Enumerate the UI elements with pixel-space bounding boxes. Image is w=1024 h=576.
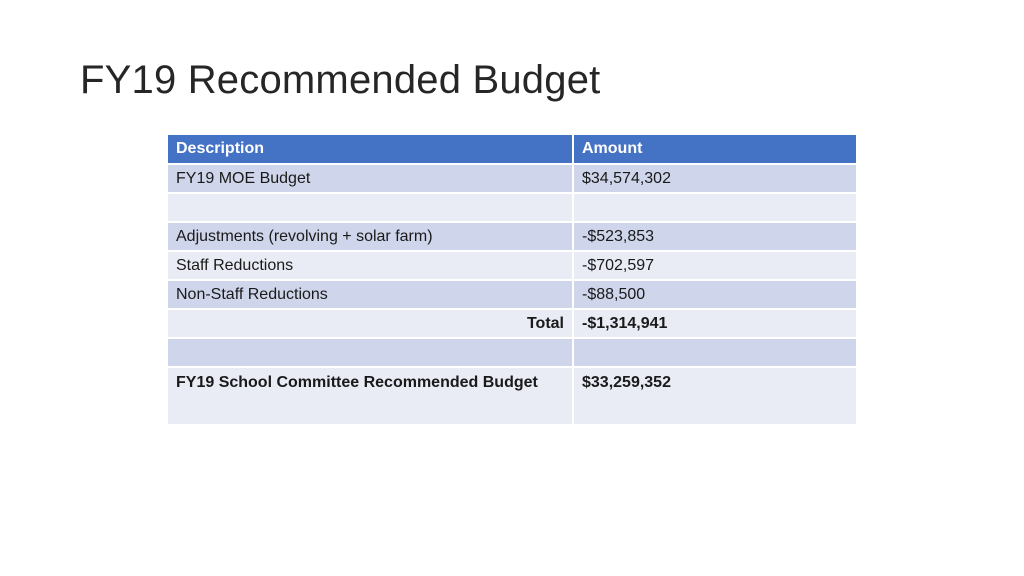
row-description	[167, 338, 573, 367]
header-amount: Amount	[573, 134, 857, 164]
budget-table	[166, 133, 858, 426]
total-row	[167, 309, 857, 338]
table-row	[167, 338, 857, 367]
row-amount	[573, 193, 857, 222]
table-row	[167, 164, 857, 193]
row-amount: -$88,500	[573, 280, 857, 309]
recommended-budget-amount: $33,259,352	[573, 367, 857, 425]
row-description: Adjustments (revolving + solar farm)	[167, 222, 573, 251]
table-row	[167, 251, 857, 280]
recommended-budget-row	[167, 367, 857, 425]
table-row	[167, 193, 857, 222]
total-amount: -$1,314,941	[573, 309, 857, 338]
row-description: Staff Reductions	[167, 251, 573, 280]
row-amount: $34,574,302	[573, 164, 857, 193]
table-row	[167, 222, 857, 251]
row-description	[167, 193, 573, 222]
row-amount: -$523,853	[573, 222, 857, 251]
row-amount: -$702,597	[573, 251, 857, 280]
table-row	[167, 280, 857, 309]
header-description: Description	[167, 134, 573, 164]
row-description: FY19 MOE Budget	[167, 164, 573, 193]
slide-title: FY19 Recommended Budget	[80, 58, 601, 102]
recommended-budget-label: FY19 School Committee Recommended Budget	[167, 367, 573, 425]
row-description: Non-Staff Reductions	[167, 280, 573, 309]
table-header-row	[167, 134, 857, 164]
row-amount	[573, 338, 857, 367]
total-label: Total	[167, 309, 573, 338]
